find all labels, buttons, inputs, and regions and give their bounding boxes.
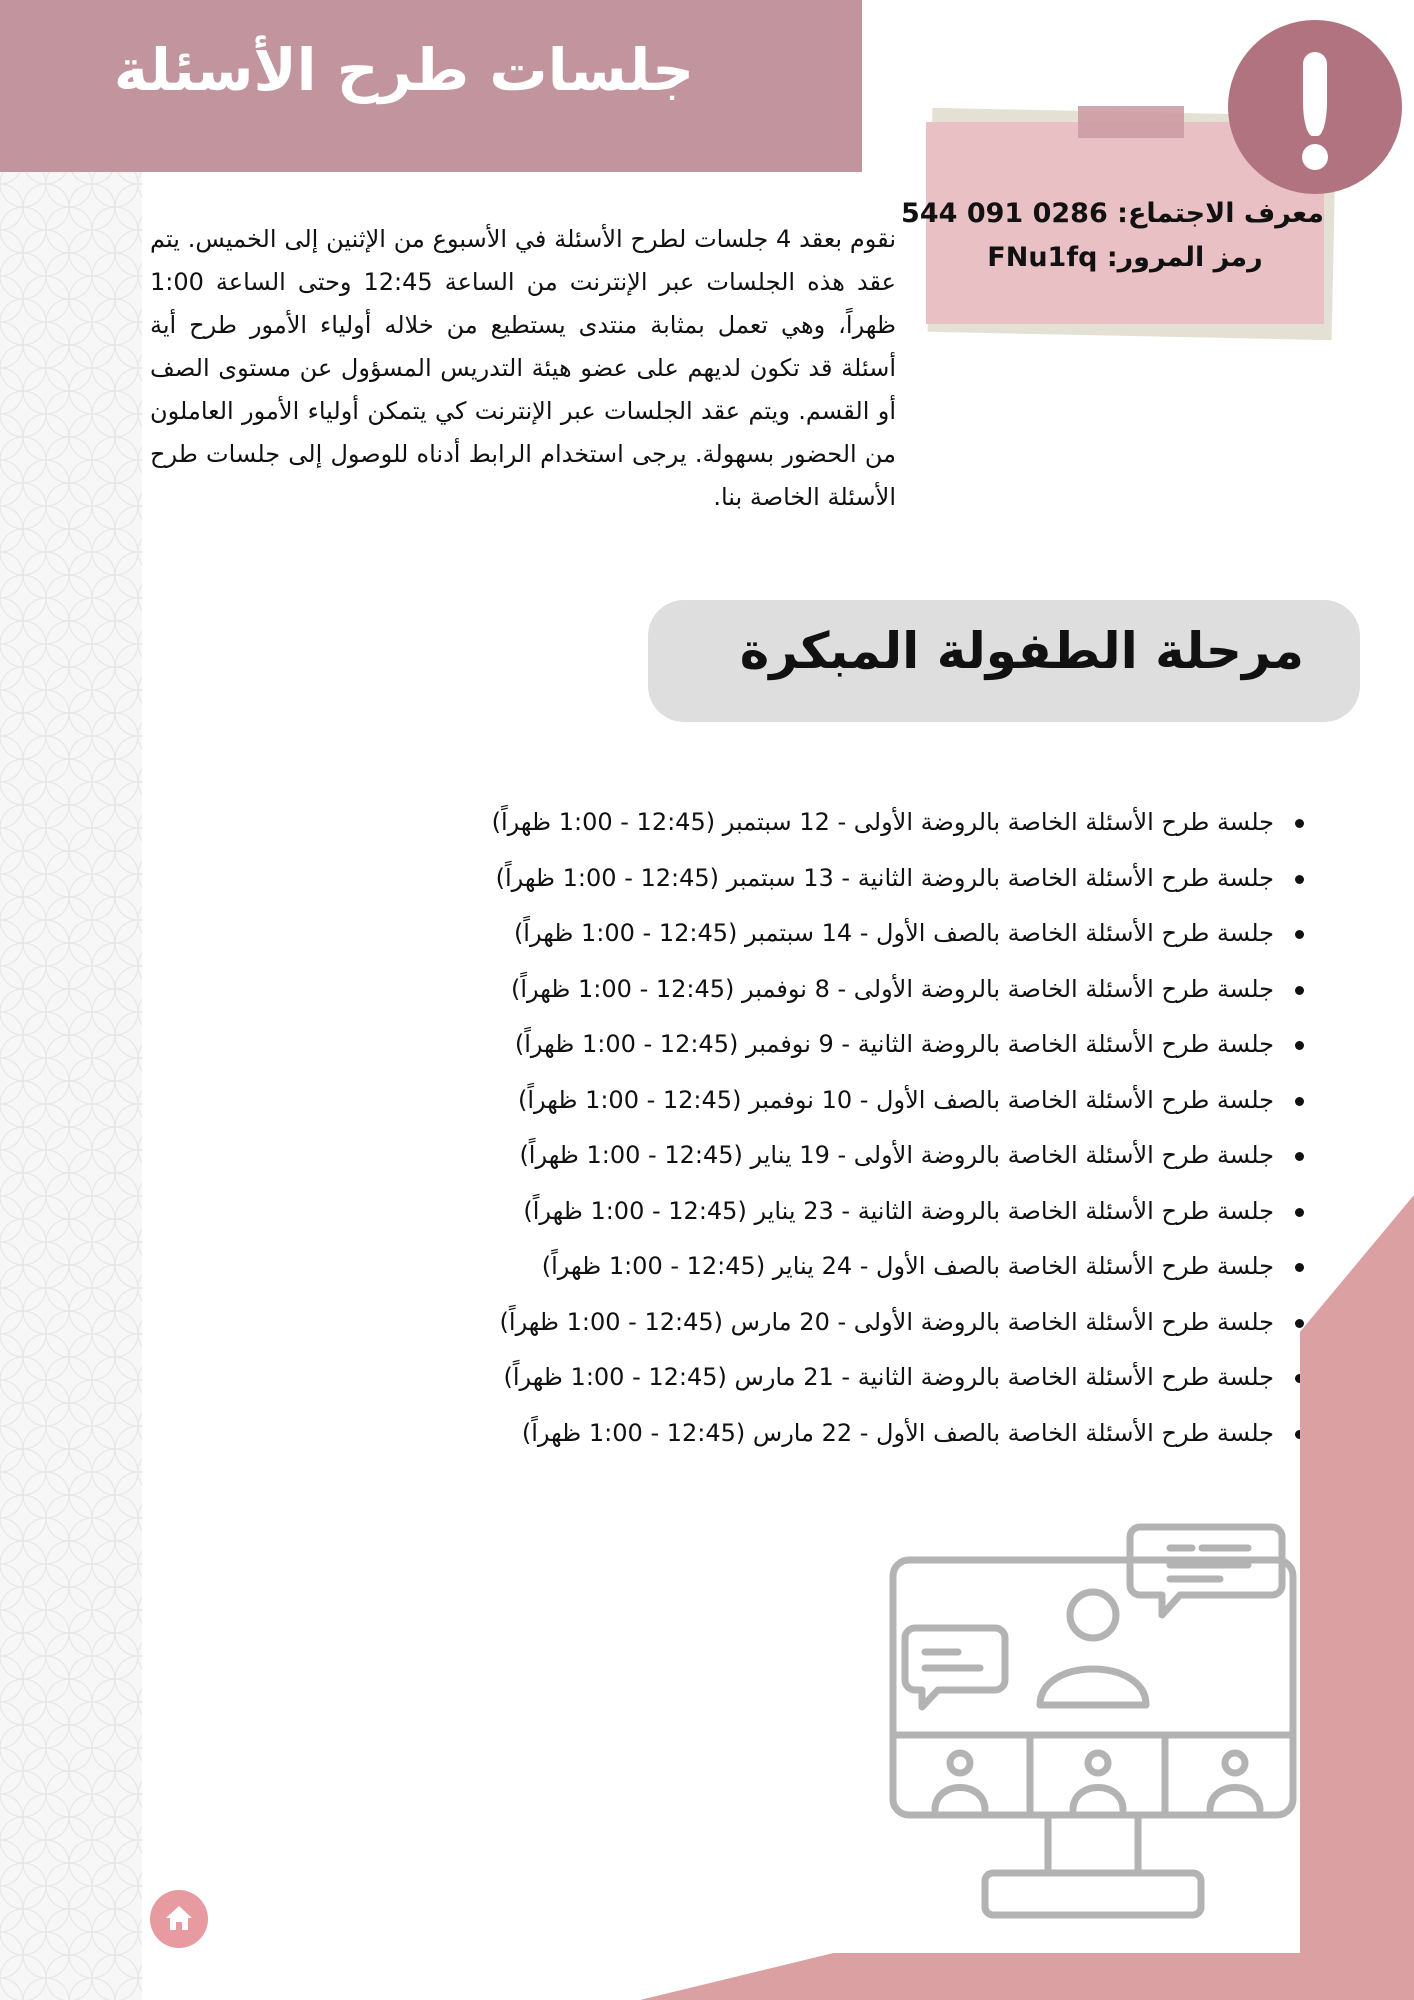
session-item: جلسة طرح الأسئلة الخاصة بالصف الأول - 22 مارس (12:45 - 1:00 ظهراً) <box>492 1406 1304 1462</box>
home-icon <box>164 1903 194 1933</box>
meeting-passcode: رمز المرور: FNu1fq <box>987 242 1263 273</box>
corner-accent-bottom <box>640 1953 1414 2000</box>
session-item: جلسة طرح الأسئلة الخاصة بالروضة الأولى - 8 نوفمبر (12:45 - 1:00 ظهراً) <box>492 962 1304 1018</box>
session-item: جلسة طرح الأسئلة الخاصة بالروضة الثانية - 23 يناير (12:45 - 1:00 ظهراً) <box>492 1184 1304 1240</box>
exclamation-icon-dot <box>1302 144 1328 170</box>
section-title: مرحلة الطفولة المبكرة <box>739 622 1304 680</box>
session-item: جلسة طرح الأسئلة الخاصة بالصف الأول - 14 سبتمبر (12:45 - 1:00 ظهراً) <box>492 906 1304 962</box>
session-item: جلسة طرح الأسئلة الخاصة بالروضة الثانية - 13 سبتمبر (12:45 - 1:00 ظهراً) <box>492 851 1304 907</box>
exclamation-icon-bar <box>1303 52 1327 136</box>
session-item: جلسة طرح الأسئلة الخاصة بالروضة الثانية - 21 مارس (12:45 - 1:00 ظهراً) <box>492 1350 1304 1406</box>
page-title: جلسات طرح الأسئلة <box>113 36 694 104</box>
intro-paragraph: نقوم بعقد 4 جلسات لطرح الأسئلة في الأسبوع من الإثنين إلى الخميس. يتم عقد هذه الجلسات عبر الإنترنت من الساعة 12:45 وحتى الساعة 1:00 ظهراً، وهي تعمل بمثابة منتدى يستطيع من خلاله أولياء الأمور طرح أية أسئلة قد تكون لديهم على عضو هيئة التدريس المسؤول عن مستوى الصف أو القسم. ويتم عقد الجلسات عبر الإنترنت كي يتمكن أولياء الأمور العاملون من الحضور بسهولة. يرجى استخدام الرابط أدناه للوصول إلى جلسات طرح الأسئلة الخاصة بنا. <box>150 225 896 511</box>
home-button[interactable] <box>150 1890 208 1948</box>
meeting-info <box>901 192 1324 280</box>
note-tape <box>1078 106 1184 138</box>
meeting-id: معرف الاجتماع: 0286 091 544 <box>901 198 1324 229</box>
session-item: جلسة طرح الأسئلة الخاصة بالصف الأول - 24 يناير (12:45 - 1:00 ظهراً) <box>492 1239 1304 1295</box>
session-item: جلسة طرح الأسئلة الخاصة بالروضة الأولى - 20 مارس (12:45 - 1:00 ظهراً) <box>492 1295 1304 1351</box>
video-conference-icon <box>880 1515 1320 1935</box>
session-list <box>492 795 1304 1461</box>
session-item: جلسة طرح الأسئلة الخاصة بالروضة الثانية - 9 نوفمبر (12:45 - 1:00 ظهراً) <box>492 1017 1304 1073</box>
side-pattern <box>0 0 142 2000</box>
session-item: جلسة طرح الأسئلة الخاصة بالصف الأول - 10 نوفمبر (12:45 - 1:00 ظهراً) <box>492 1073 1304 1129</box>
session-item: جلسة طرح الأسئلة الخاصة بالروضة الأولى - 12 سبتمبر (12:45 - 1:00 ظهراً) <box>492 795 1304 851</box>
session-item: جلسة طرح الأسئلة الخاصة بالروضة الأولى - 19 يناير (12:45 - 1:00 ظهراً) <box>492 1128 1304 1184</box>
